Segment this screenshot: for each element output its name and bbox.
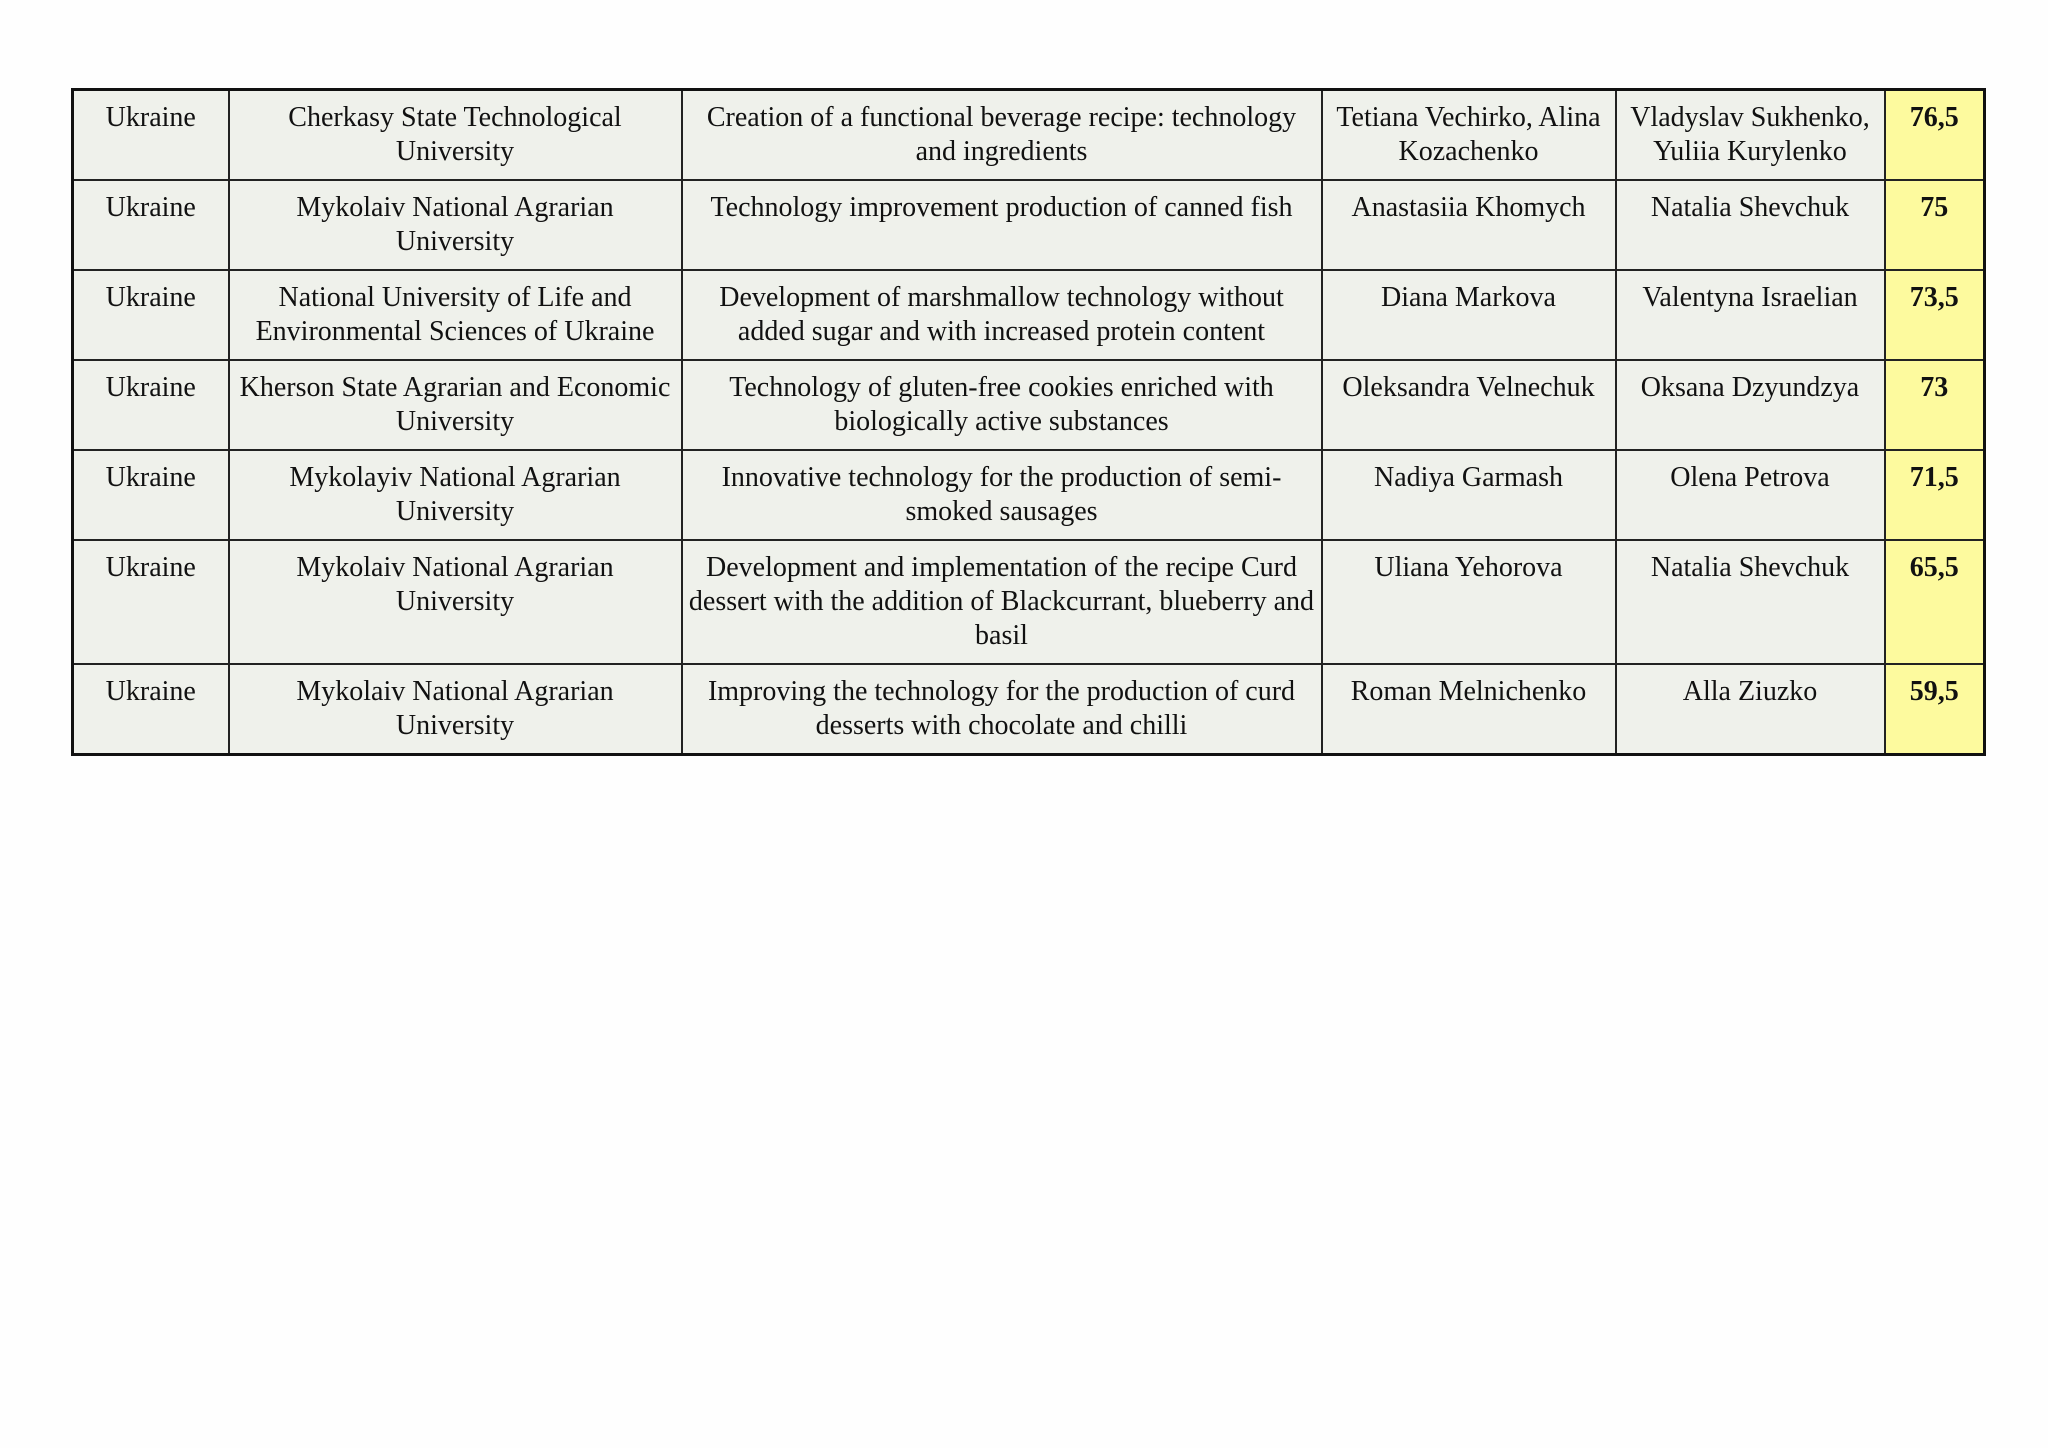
table-row <box>73 90 1985 181</box>
students-cell: Roman Melnichenko <box>1322 664 1616 755</box>
table-row <box>73 450 1985 540</box>
supervisors-cell: Natalia Shevchuk <box>1616 540 1885 664</box>
table-row <box>73 180 1985 270</box>
score-cell: 76,5 <box>1885 90 1985 181</box>
country-cell: Ukraine <box>73 664 229 755</box>
students-cell: Diana Markova <box>1322 270 1616 360</box>
table-row <box>73 540 1985 664</box>
supervisors-cell: Vladyslav Sukhenko, Yuliia Kurylenko <box>1616 90 1885 181</box>
topic-cell: Creation of a functional beverage recipe: technology and ingredients <box>682 90 1322 181</box>
score-cell: 59,5 <box>1885 664 1985 755</box>
topic-cell: Development of marshmallow technology without added sugar and with increased protein content <box>682 270 1322 360</box>
students-cell: Tetiana Vechirko, Alina Kozachenko <box>1322 90 1616 181</box>
topic-cell: Technology of gluten-free cookies enriched with biologically active substances <box>682 360 1322 450</box>
score-cell: 75 <box>1885 180 1985 270</box>
table-row <box>73 664 1985 755</box>
university-cell: National University of Life and Environmental Sciences of Ukraine <box>229 270 682 360</box>
students-cell: Uliana Yehorova <box>1322 540 1616 664</box>
score-cell: 73 <box>1885 360 1985 450</box>
supervisors-cell: Valentyna Israelian <box>1616 270 1885 360</box>
country-cell: Ukraine <box>73 450 229 540</box>
university-cell: Mykolayiv National Agrarian University <box>229 450 682 540</box>
country-cell: Ukraine <box>73 540 229 664</box>
topic-cell: Development and implementation of the recipe Curd dessert with the addition of Blackcurrant, blueberry and basil <box>682 540 1322 664</box>
score-cell: 65,5 <box>1885 540 1985 664</box>
score-cell: 73,5 <box>1885 270 1985 360</box>
university-cell: Mykolaiv National Agrarian University <box>229 540 682 664</box>
university-cell: Cherkasy State Technological University <box>229 90 682 181</box>
topic-cell: Improving the technology for the production of curd desserts with chocolate and chilli <box>682 664 1322 755</box>
university-cell: Mykolaiv National Agrarian University <box>229 180 682 270</box>
table-row <box>73 270 1985 360</box>
score-cell: 71,5 <box>1885 450 1985 540</box>
country-cell: Ukraine <box>73 360 229 450</box>
students-cell: Oleksandra Velnechuk <box>1322 360 1616 450</box>
supervisors-cell: Alla Ziuzko <box>1616 664 1885 755</box>
topic-cell: Technology improvement production of canned fish <box>682 180 1322 270</box>
table-row <box>73 360 1985 450</box>
university-cell: Kherson State Agrarian and Economic University <box>229 360 682 450</box>
university-cell: Mykolaiv National Agrarian University <box>229 664 682 755</box>
students-cell: Anastasiia Khomych <box>1322 180 1616 270</box>
country-cell: Ukraine <box>73 180 229 270</box>
supervisors-cell: Oksana Dzyundzya <box>1616 360 1885 450</box>
results-table <box>71 88 1986 756</box>
supervisors-cell: Natalia Shevchuk <box>1616 180 1885 270</box>
students-cell: Nadiya Garmash <box>1322 450 1616 540</box>
supervisors-cell: Olena Petrova <box>1616 450 1885 540</box>
country-cell: Ukraine <box>73 270 229 360</box>
country-cell: Ukraine <box>73 90 229 181</box>
topic-cell: Innovative technology for the production of semi-smoked sausages <box>682 450 1322 540</box>
